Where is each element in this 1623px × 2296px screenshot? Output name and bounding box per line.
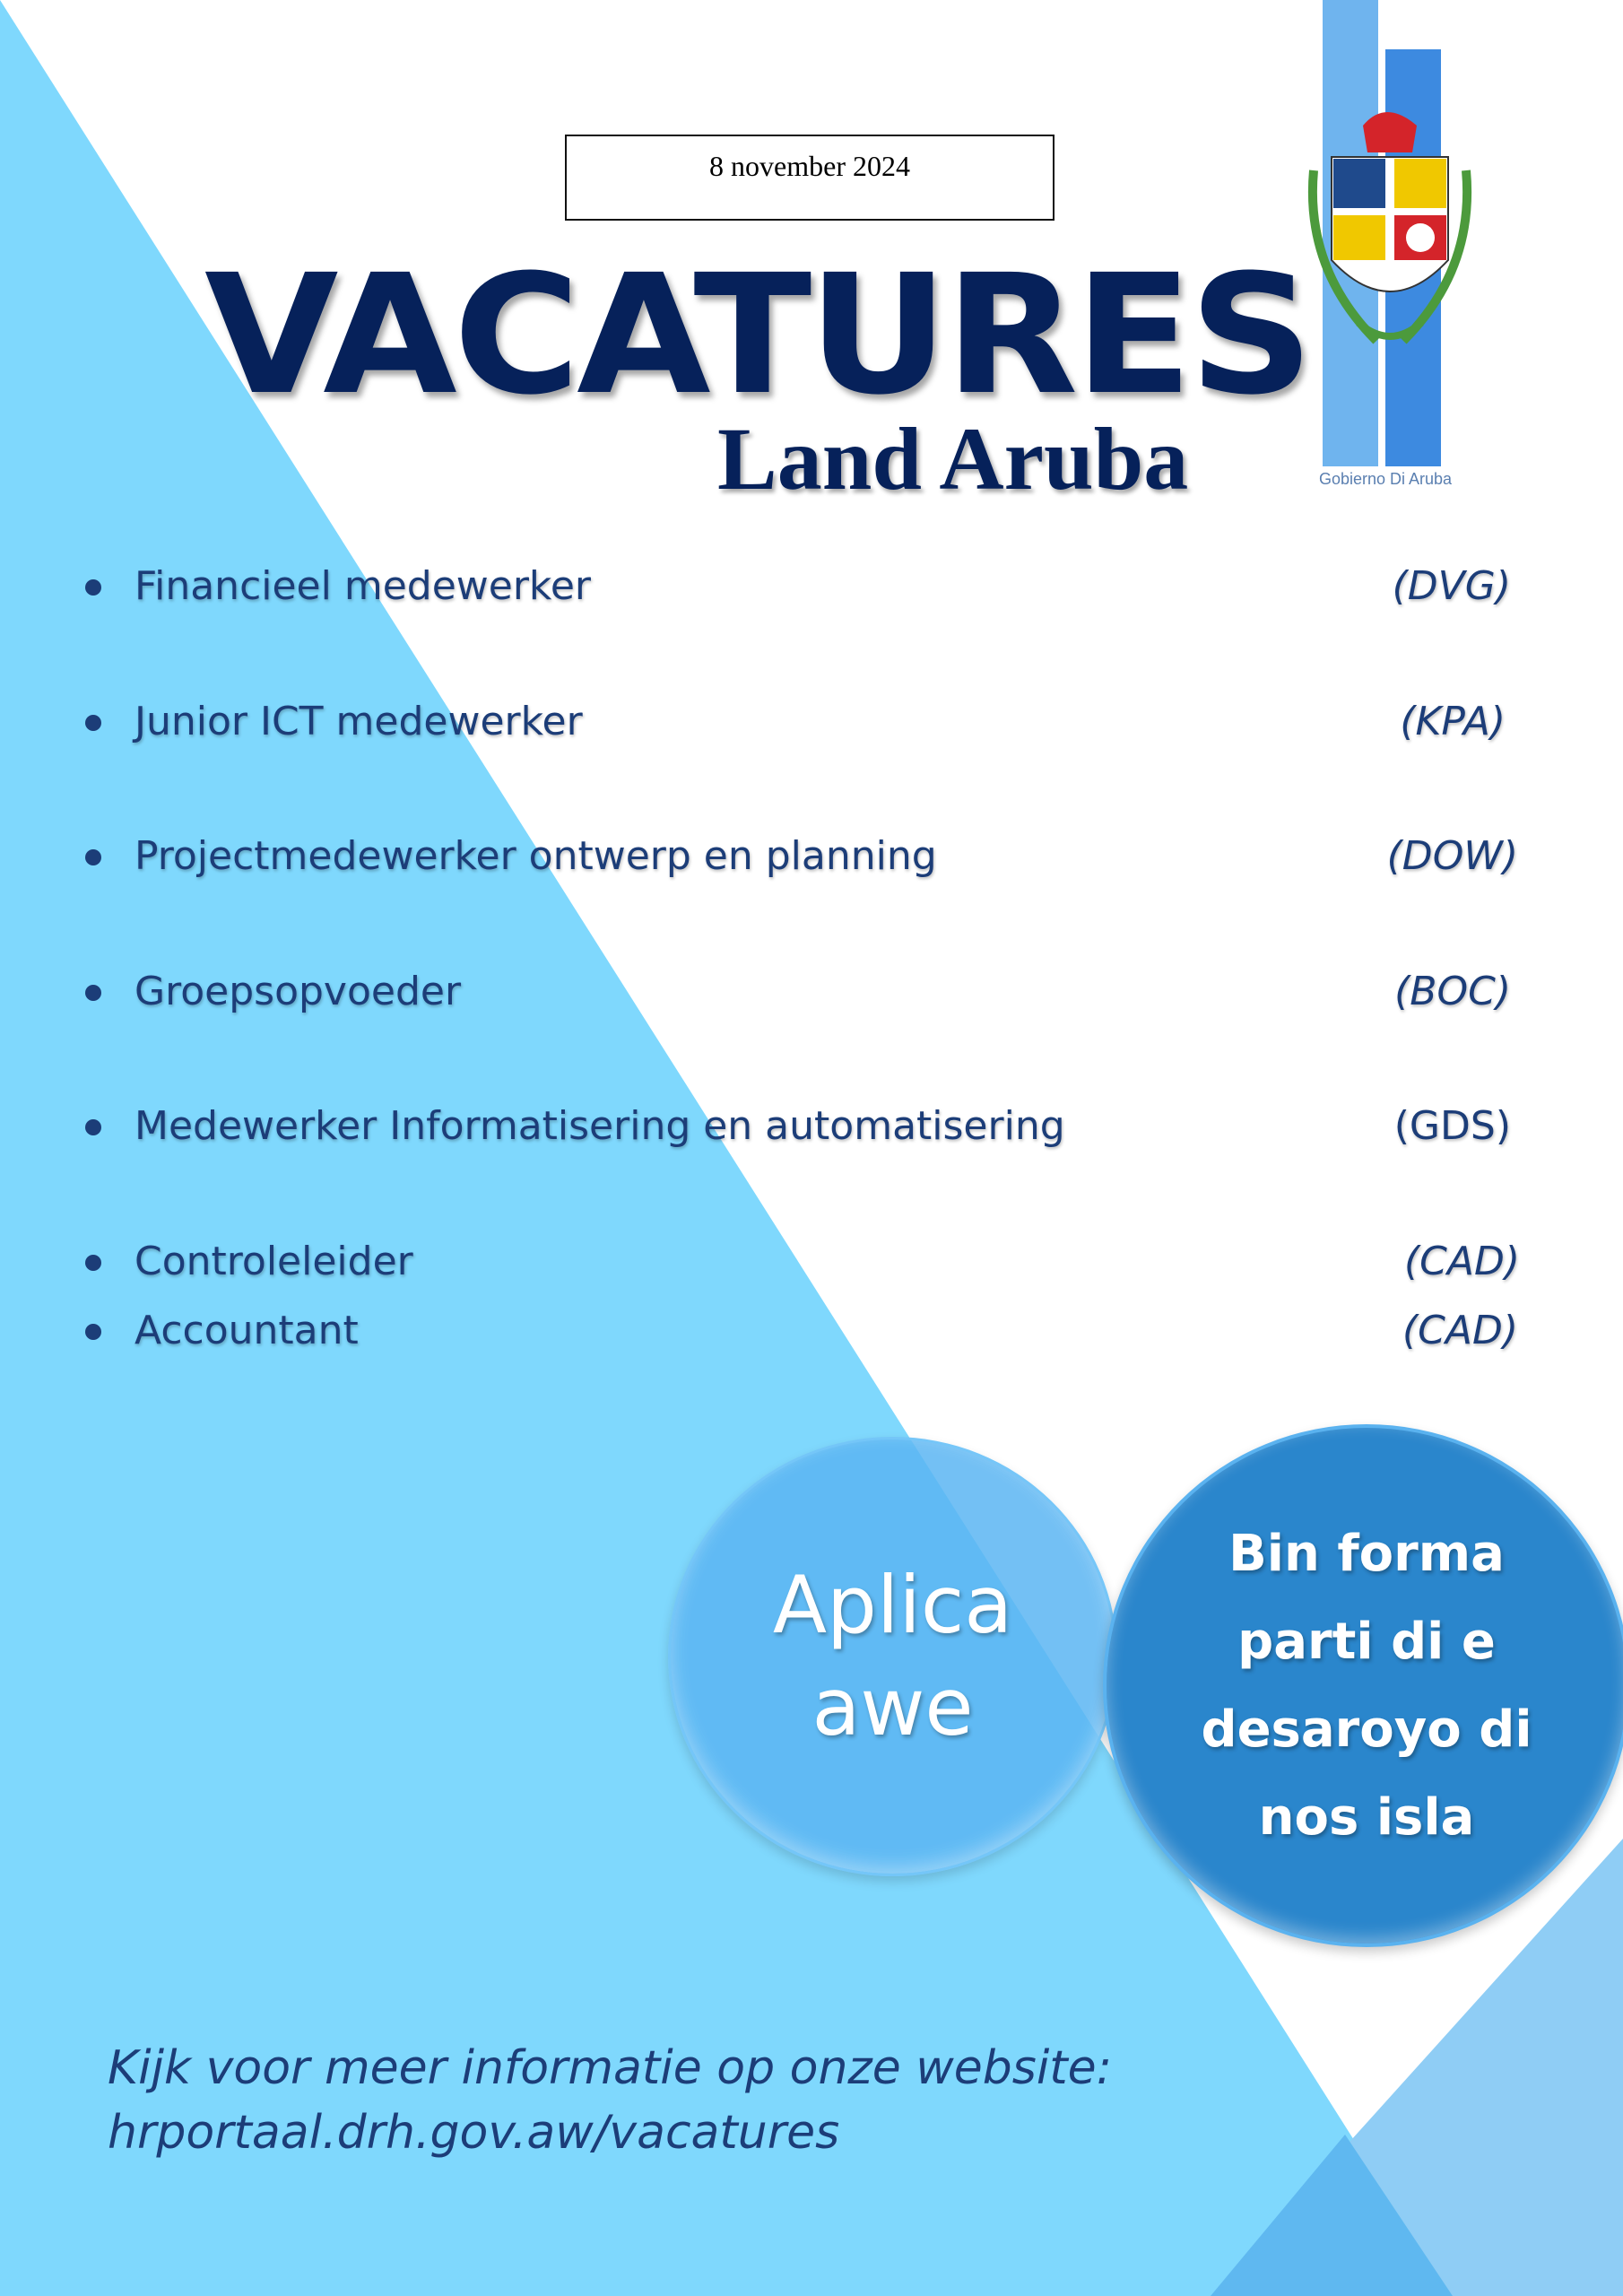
- vacancy-title: Financieel medewerker: [135, 563, 591, 609]
- vacancy-department: (GDS): [1393, 1103, 1511, 1149]
- page-subtitle: Land Aruba: [717, 409, 1189, 509]
- aruba-coat-of-arms-icon: [1278, 0, 1497, 502]
- vacancy-department: (CAD): [1403, 1239, 1520, 1284]
- vacancy-title: Accountant: [135, 1308, 359, 1353]
- list-item: [85, 1302, 1538, 1360]
- vacancy-department: (BOC): [1394, 969, 1511, 1014]
- bullet-icon: [85, 985, 101, 1001]
- list-item: [85, 963, 1538, 1021]
- vacancy-department: (DOW): [1386, 833, 1518, 879]
- vacancy-department: (DVG): [1392, 563, 1511, 609]
- join-development-bubble: [1103, 1424, 1623, 1947]
- footer-line: Kijk voor meer informatie op onze website:: [108, 2041, 1113, 2095]
- vacancy-title: Projectmedewerker ontwerp en planning: [135, 833, 937, 879]
- join-development-text: Bin forma parti di e desaroyo di nos isla: [1201, 1524, 1532, 1847]
- apply-now-text: Aplica awe: [772, 1558, 1013, 1753]
- vacancy-department: (CAD): [1402, 1308, 1518, 1353]
- bullet-icon: [85, 579, 101, 596]
- vacancy-department: (KPA): [1400, 699, 1506, 744]
- list-item: [85, 693, 1538, 751]
- bullet-icon: [85, 1119, 101, 1135]
- vacancy-title: Medewerker Informatisering en automatisering: [135, 1103, 1065, 1149]
- list-item: [85, 1098, 1538, 1155]
- bullet-icon: [85, 1324, 101, 1340]
- vacancy-title: Junior ICT medewerker: [135, 699, 583, 744]
- date-box: 8 november 2024: [565, 135, 1055, 221]
- page-title: VACATURES: [204, 239, 1311, 431]
- emblem-caption: Gobierno Di Aruba: [1318, 470, 1453, 488]
- vacancy-title: Groepsopvoeder: [135, 969, 462, 1014]
- vacancy-title: Controleleider: [135, 1239, 413, 1284]
- website-link[interactable]: hrportaal.drh.gov.aw/vacatures: [108, 2106, 840, 2160]
- bullet-icon: [85, 715, 101, 731]
- footer-info: [108, 2036, 1112, 2165]
- list-item: [85, 828, 1538, 885]
- list-item: [85, 1233, 1538, 1291]
- bullet-icon: [85, 1255, 101, 1271]
- apply-now-bubble[interactable]: [668, 1437, 1117, 1876]
- list-item: [85, 558, 1538, 615]
- bullet-icon: [85, 849, 101, 865]
